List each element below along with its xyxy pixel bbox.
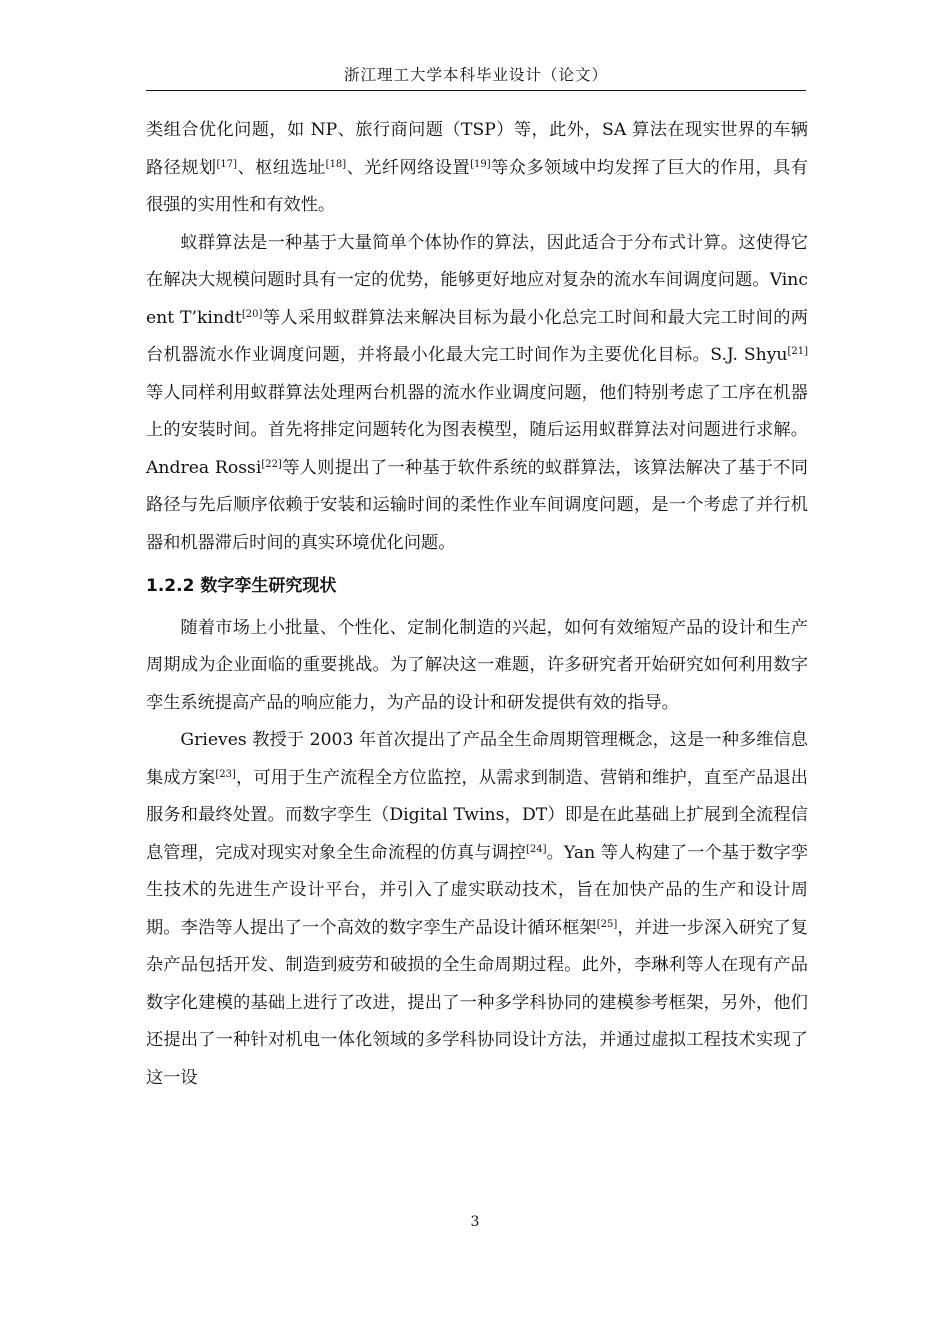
text-run: 类组合优化问题，如 NP、旅行商问题（TSP）等，此外，SA 算法在现实世界的车辆路径规划 (146, 120, 808, 178)
citation-22: [22] (261, 458, 282, 470)
page-number: 3 (470, 1214, 480, 1230)
text-run: 等人同样利用蚁群算法处理两台机器的流水作业调度问题，他们特别考虑了工序在机器上的安装时间。首先将排定问题转化为图表模型，随后运用蚁群算法对问题进行求解。Andrea Rossi (146, 382, 808, 478)
text-run: 等人则提出了一种基于软件系统的蚁群算法，该算法解决了基于不同路径与先后顺序依赖于安装和运输时间的柔性作业车间调度问题，是一个考虑了并行机器和机器滞后时间的真实环境优化问题。 (146, 457, 808, 553)
citation-21: [21] (787, 346, 808, 357)
paragraph-ant-colony (146, 225, 808, 563)
text-run: ，可用于生产流程全方位监控，从需求到制造、营销和维护，直至产品退出服务和最终处置。而数字孪生（Digital Twins，DT）即是在此基础上扩展到全流程信息管理，完成对现实对象全生命流程的仿真与调控 (146, 767, 808, 863)
text-run: Grieves 教授于 2003 年首次提出了产品全生命周期管理概念，这是一种多维信息集成方案 (146, 730, 808, 788)
text-run: 、枢纽选址 (237, 157, 326, 178)
text-run: 。Yan 等人构建了一个基于数字孪生技术的先进生产设计平台，并引入了虚实联动技术，旨在加快产品的生产和设计周期。李浩等人提出了一个高效的数字孪生产品设计循环框架 (146, 842, 808, 938)
text-run: 等众多领域中均发挥了巨大的作用，具有很强的实用性和有效性。 (146, 157, 808, 215)
text-run: 、光纤网络设置 (346, 157, 471, 178)
paragraph-digital-twin-intro (146, 610, 808, 723)
text-run: 随着市场上小批量、个性化、定制化制造的兴起，如何有效缩短产品的设计和生产周期成为企业面临的重要挑战。为了解决这一难题，许多研究者开始研究如何利用数字孪生系统提高产品的响应能力，为产品的设计和研发提供有效的指导。 (146, 617, 808, 713)
citation-23: [23] (215, 768, 236, 780)
paragraph-sa-applications (146, 112, 808, 225)
text-run: 蚁群算法是一种基于大量简单个体协作的算法，因此适合于分布式计算。这使得它在解决大规模问题时具有一定的优势，能够更好地应对复杂的流水车间调度问题。Vincent T’kindt (146, 232, 808, 328)
citation-25: [25] (596, 918, 618, 930)
citation-17: [17] (216, 158, 238, 170)
page-header (146, 60, 806, 91)
text-run: ，并进一步深入研究了复杂产品包括开发、制造到疲劳和破损的全生命周期过程。此外，李琳利等人在现有产品数字化建模的基础上进行了改进，提出了一种多学科协同的建模参考框架，另外，他们还提出了一种针对机电一体化领域的多学科协同设计方法，并通过虚拟工程技术实现了这一设 (146, 917, 808, 1088)
document-body (146, 112, 808, 1097)
text-run: 等人采用蚁群算法来解决目标为最小化总完工时间和最大完工时间的两台机器流水作业调度问题，并将最小化最大完工时间作为主要优化目标。S.J. Shyu (146, 307, 808, 365)
header-title: 浙江理工大学本科毕业设计（论文） (343, 66, 608, 84)
citation-19: [19] (470, 158, 491, 170)
section-heading: 1.2.2 数字孪生研究现状 (146, 576, 337, 596)
citation-20: [20] (241, 308, 263, 320)
citation-24: [24] (526, 843, 547, 855)
citation-18: [18] (325, 158, 347, 170)
paragraph-digital-twin-history (146, 722, 808, 1097)
